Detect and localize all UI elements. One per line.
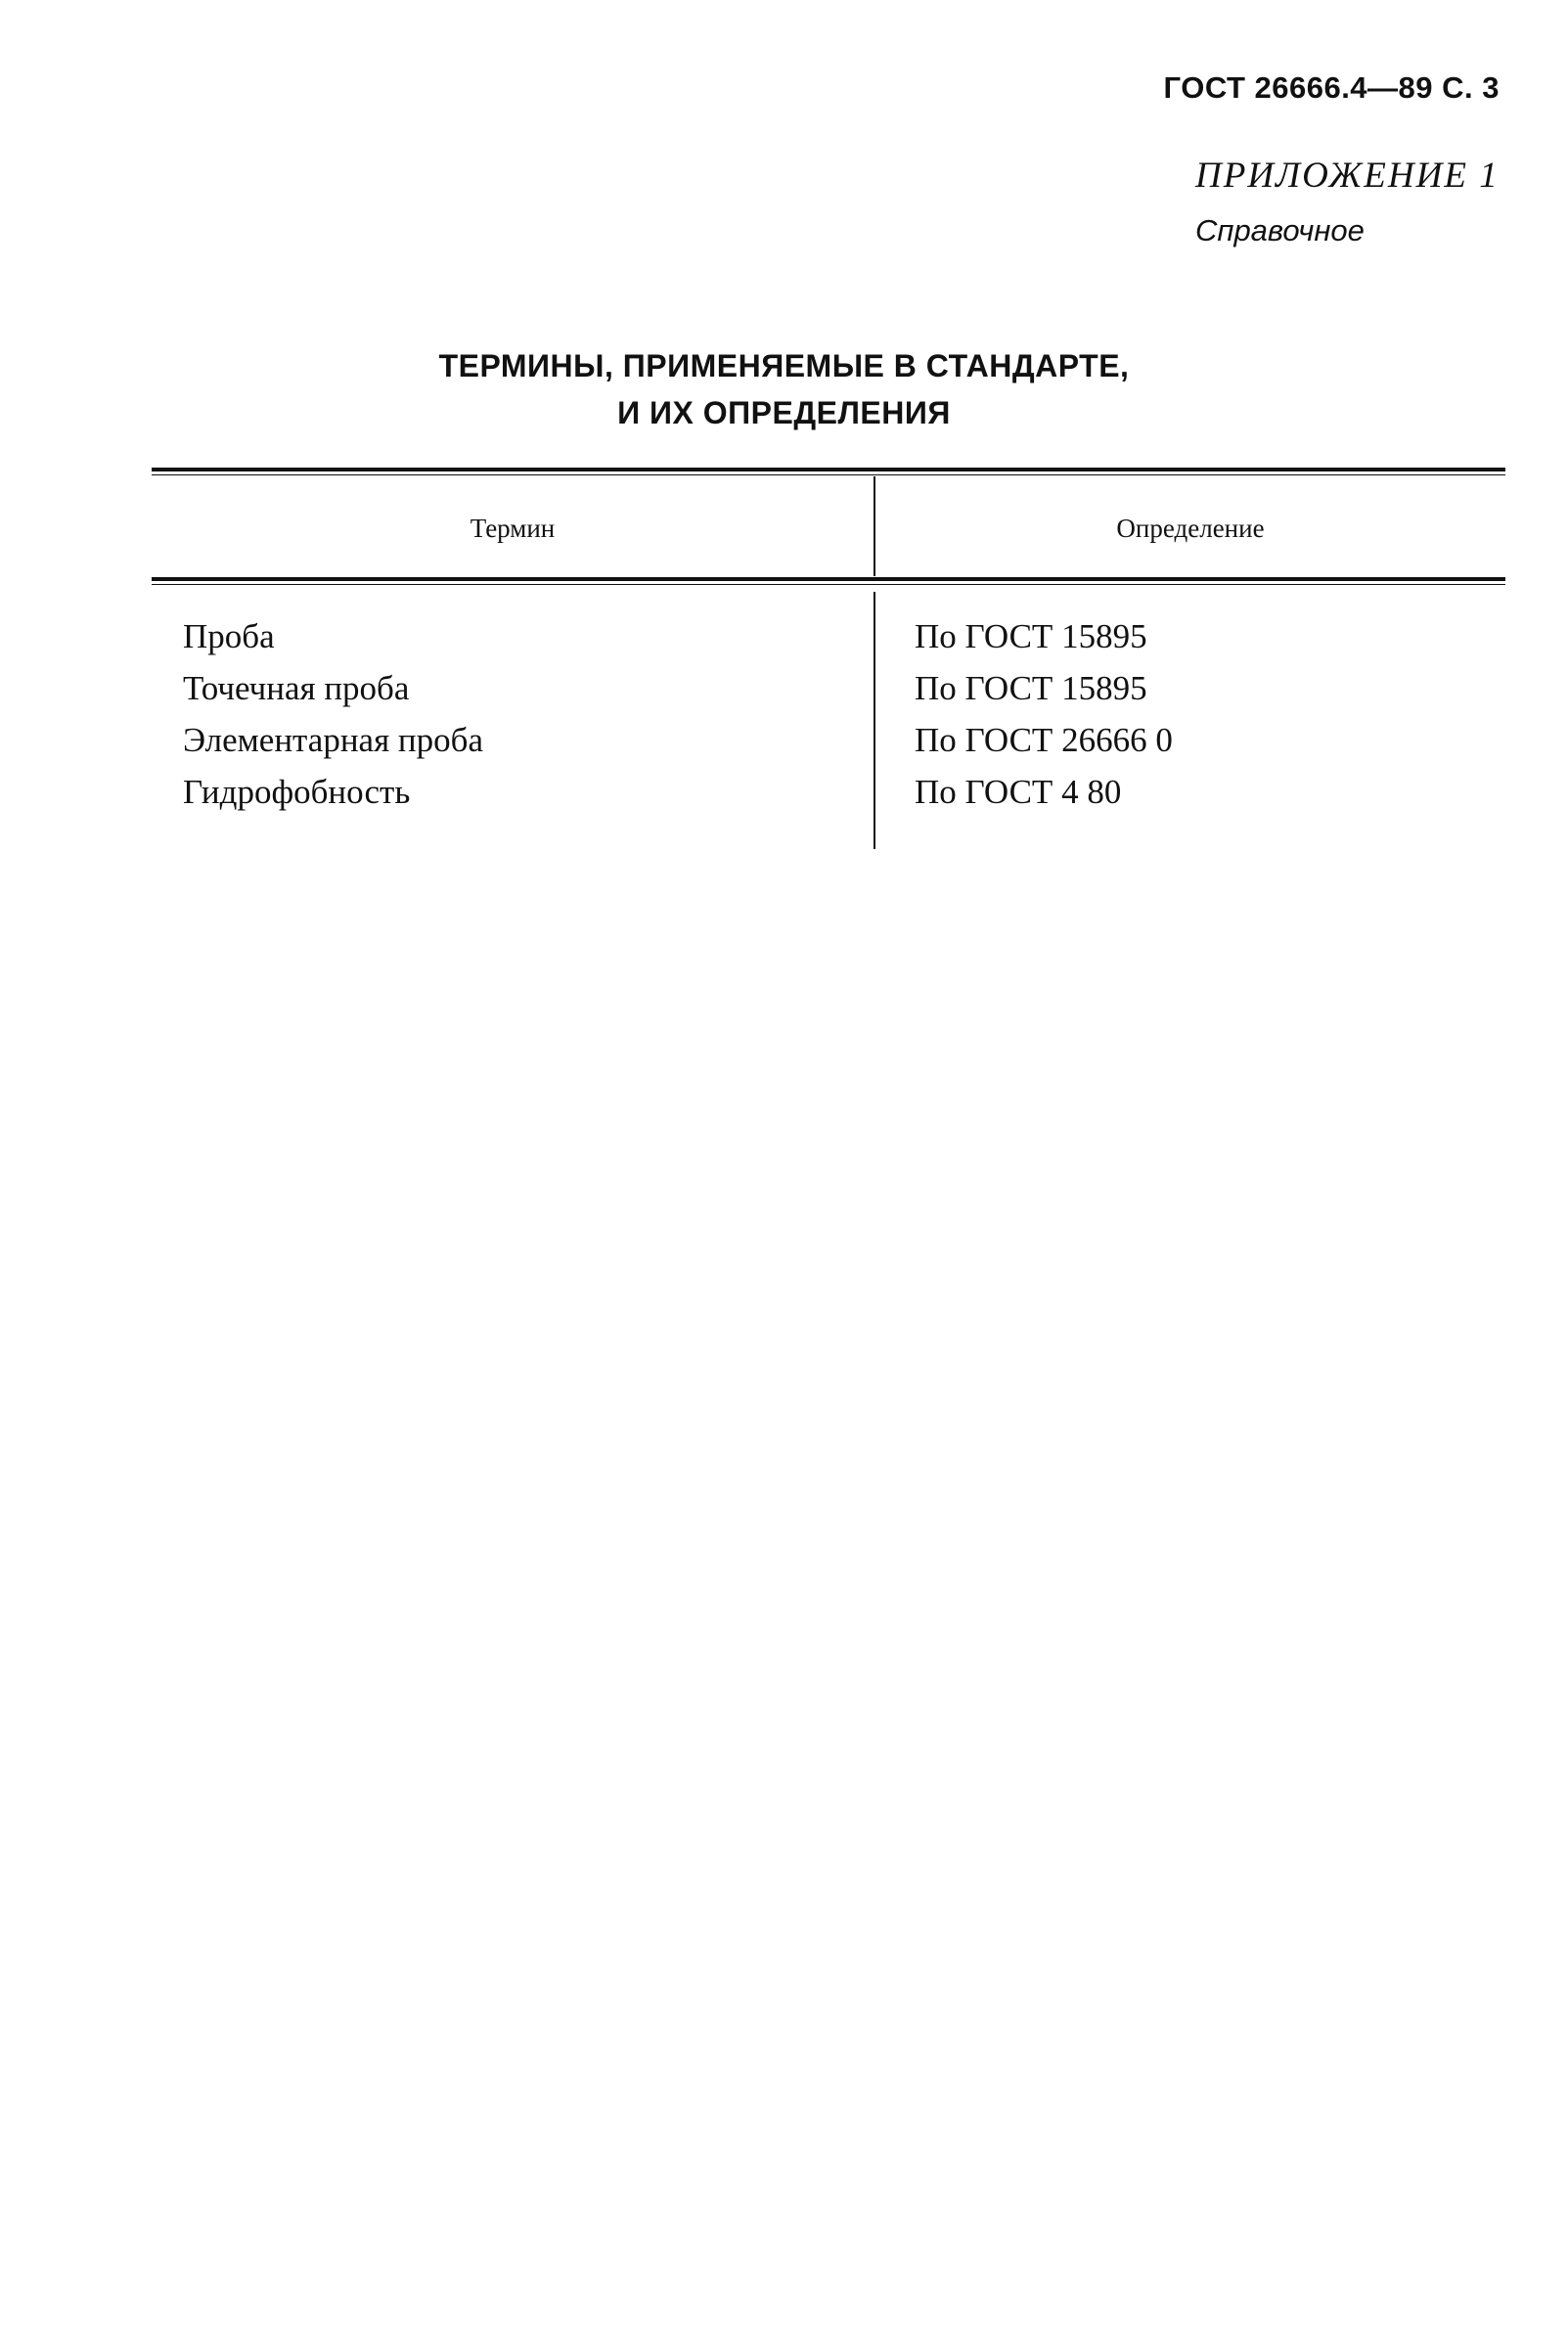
body-column-divider bbox=[874, 592, 875, 849]
table-top-rule-thin bbox=[152, 474, 1505, 475]
appendix-title: ПРИЛОЖЕНИЕ 1 bbox=[1195, 156, 1500, 196]
table-top-rule bbox=[152, 468, 1505, 471]
definition-column bbox=[915, 610, 1173, 818]
page-header-code: ГОСТ 26666.4—89 С. 3 bbox=[1163, 70, 1500, 105]
table-cell-definition: По ГОСТ 4 80 bbox=[915, 773, 1122, 811]
table-cell-definition: По ГОСТ 15895 bbox=[915, 669, 1147, 707]
appendix-note: Справочное bbox=[1195, 213, 1365, 247]
document-title-line-1: ТЕРМИНЫ, ПРИМЕНЯЕМЫЕ В СТАНДАРТЕ, bbox=[438, 348, 1130, 383]
table-header-rule-thin bbox=[152, 584, 1505, 585]
table-header-rule bbox=[152, 577, 1505, 581]
table-cell-term: Элементарная проба bbox=[183, 721, 484, 759]
table-cell-term: Проба bbox=[183, 617, 275, 655]
column-header-definition: Определение bbox=[1116, 514, 1265, 543]
document-title bbox=[0, 342, 1568, 436]
table-cell-definition: По ГОСТ 26666 0 bbox=[915, 721, 1173, 759]
term-column bbox=[183, 610, 483, 818]
table-cell-term: Точечная проба bbox=[183, 669, 410, 707]
column-header-term: Термин bbox=[470, 514, 556, 543]
table-cell-definition: По ГОСТ 15895 bbox=[915, 617, 1147, 655]
document-title-line-2: И ИХ ОПРЕДЕЛЕНИЯ bbox=[617, 395, 951, 430]
table-cell-term: Гидрофобность bbox=[183, 773, 411, 811]
